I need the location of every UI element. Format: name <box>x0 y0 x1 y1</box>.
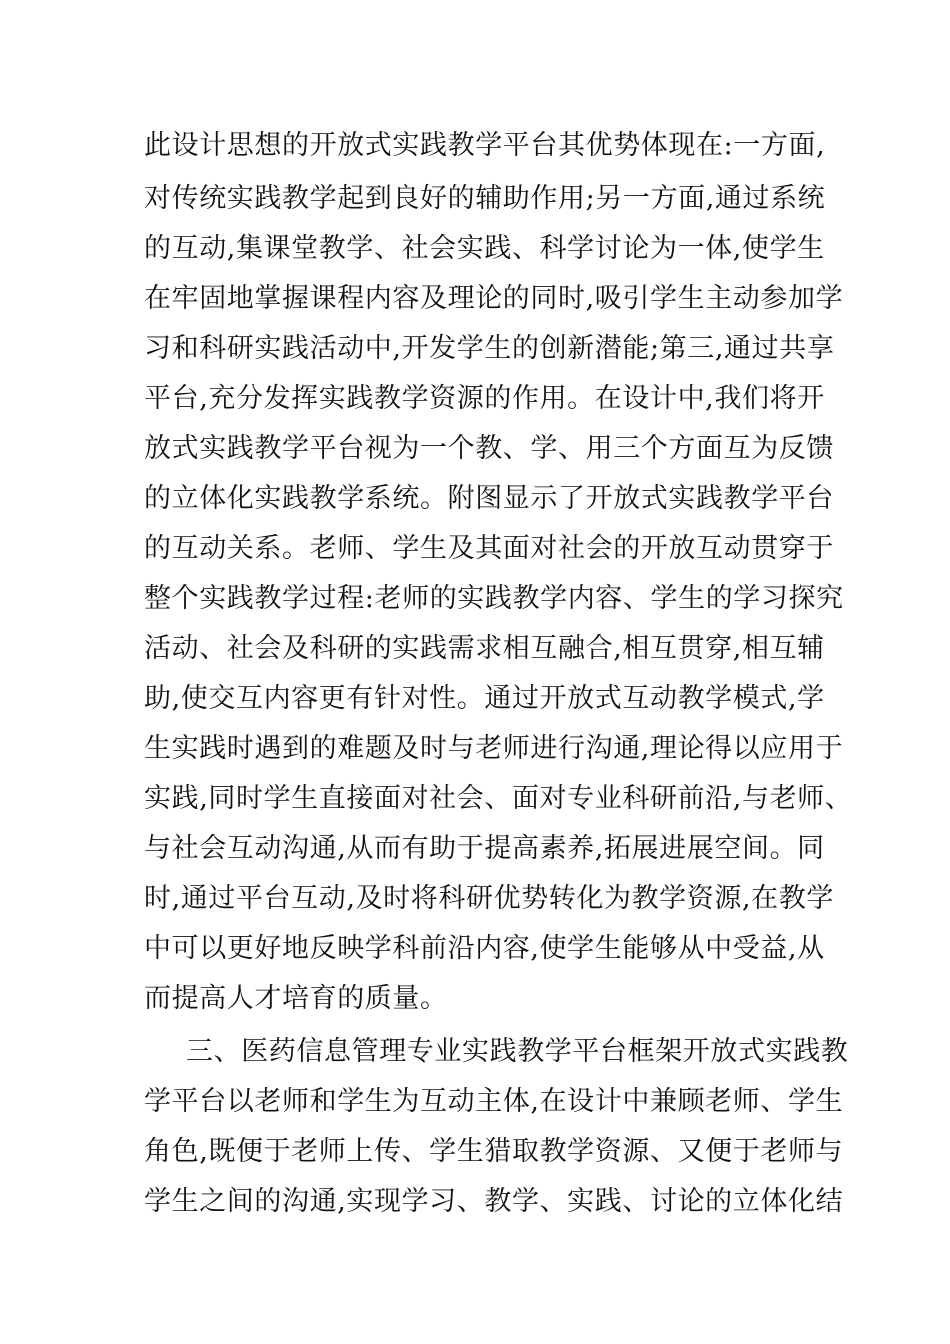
section-heading-line: 三、医药信息管理专业实践教学平台框架开放式实践教 <box>186 1036 849 1067</box>
text-line: 时,通过平台互动,及时将科研优势转化为教学资源,在教学 <box>144 883 834 914</box>
text-line: 整个实践教学过程:老师的实践教学内容、学生的学习探究 <box>144 583 844 614</box>
text-line: 放式实践教学平台视为一个教、学、用三个方面互为反馈 <box>144 433 834 464</box>
text-line: 学生之间的沟通,实现学习、教学、实践、讨论的立体化结 <box>144 1186 844 1217</box>
text-line: 生实践时遇到的难题及时与老师进行沟通,理论得以应用于 <box>144 733 844 764</box>
text-line: 活动、社会及科研的实践需求相互融合,相互贯穿,相互辅 <box>144 633 825 664</box>
text-line: 助,使交互内容更有针对性。通过开放式互动教学模式,学 <box>144 683 825 714</box>
text-line: 习和科研实践活动中,开发学生的创新潜能;第三,通过共享 <box>144 333 835 364</box>
text-line: 实践,同时学生直接面对社会、面对专业科研前沿,与老师、 <box>144 783 853 814</box>
text-line: 中可以更好地反映学科前沿内容,使学生能够从中受益,从 <box>144 933 825 964</box>
text-line: 的互动,集课堂教学、社会实践、科学讨论为一体,使学生 <box>144 233 825 264</box>
text-line: 角色,既便于老师上传、学生猎取教学资源、又便于老师与 <box>144 1136 844 1167</box>
text-line: 平台,充分发挥实践教学资源的作用。在设计中,我们将开 <box>144 383 825 414</box>
text-line: 此设计思想的开放式实践教学平台其优势体现在:一方面, <box>144 130 826 161</box>
text-line: 而提高人才培育的质量。 <box>144 983 448 1014</box>
text-line: 对传统实践教学起到良好的辅助作用;另一方面,通过系统 <box>144 183 826 214</box>
text-line: 的互动关系。老师、学生及其面对社会的开放互动贯穿于 <box>144 533 834 564</box>
text-line: 在牢固地掌握课程内容及理论的同时,吸引学生主动参加学 <box>144 283 844 314</box>
text-line: 学平台以老师和学生为互动主体,在设计中兼顾老师、学生 <box>144 1086 844 1117</box>
text-line: 的立体化实践教学系统。附图显示了开放式实践教学平台 <box>144 483 834 514</box>
text-line: 与社会互动沟通,从而有助于提高素养,拓展进展空间。同 <box>144 833 825 864</box>
